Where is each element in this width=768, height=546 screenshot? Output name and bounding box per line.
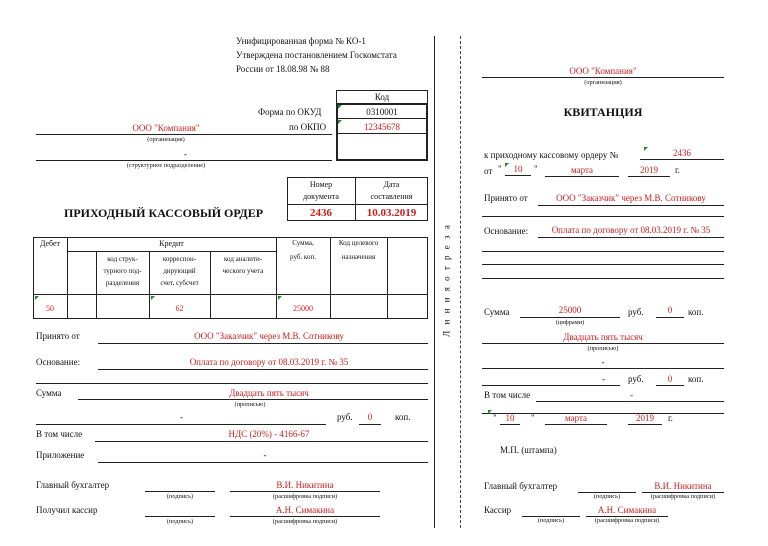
th-debet: Дебет (39, 239, 61, 248)
cut-border-left (434, 36, 435, 528)
th-code-2: назначения (341, 253, 376, 261)
attach-underline (98, 462, 428, 463)
table-vline (67, 237, 68, 319)
cashier-sign-line (145, 516, 215, 517)
date-label-1: Дата (383, 180, 400, 189)
receipt-words-dash: - (601, 357, 605, 367)
th-sub2-2: дирующий (163, 267, 196, 275)
th-sub3-2: ческого учета (222, 267, 264, 275)
receipt-month-2-line (545, 424, 607, 425)
form-title-line2: Утверждена постановлением Госкомстата (236, 50, 397, 60)
okpo-label: по ОКПО (289, 122, 327, 132)
th-sub1-1: код струк- (107, 255, 138, 263)
receipt-incl-label: В том числе (484, 390, 531, 400)
receipt-kop: коп. (688, 307, 704, 317)
receipt-year-2-line (628, 424, 662, 425)
receipt-kop-line (656, 317, 684, 318)
receipt-stamp: М.П. (штампа) (500, 445, 557, 455)
receipt-sum-label: Сумма (484, 307, 510, 317)
chief-label: Главный бухгалтер (36, 480, 110, 490)
kod-header-cell (336, 90, 428, 104)
cashier-sign-caption: (подпись) (166, 518, 194, 525)
division-caption: (структурное подразделение) (126, 162, 206, 169)
receipt-kop-2: коп. (688, 374, 704, 384)
sum-dash: - (180, 412, 183, 422)
doc-date[interactable]: 10.03.2019 (366, 207, 417, 219)
receipt-accepted-label: Принято от (484, 193, 528, 203)
receipt-cashier-label: Кассир (484, 505, 512, 515)
th-sub3-1: код аналити- (223, 255, 263, 263)
receipt-basis-value[interactable]: Оплата по договору от 08.03.2019 г. № 35 (551, 225, 711, 235)
table-vline (387, 237, 388, 319)
sum-label: Сумма (36, 388, 62, 398)
table-hline (33, 294, 428, 295)
receipt-chief-label: Главный бухгалтер (484, 481, 558, 491)
receipt-digits-caption: (цифрами) (555, 319, 585, 326)
receipt-sum-line (520, 317, 620, 318)
receipt-basis-line (538, 237, 724, 238)
receipt-chief-name[interactable]: В.И. Никитина (654, 481, 712, 491)
incl-underline (95, 441, 428, 442)
incl-value[interactable]: НДС (20%) - 4166-67 (228, 429, 310, 439)
incl-label: В том числе (36, 429, 83, 439)
attach-label: Приложение (36, 450, 85, 460)
doc-title: ПРИХОДНЫЙ КАССОВЫЙ ОРДЕР (64, 206, 264, 220)
receipt-quote: " (493, 413, 497, 423)
receipt-quote: " (531, 413, 535, 423)
kod-divider-1 (336, 118, 428, 119)
receipt-chief-sign-caption: (подпись) (593, 493, 621, 500)
receipt-accepted-line (538, 205, 724, 206)
receipt-day-line (505, 175, 531, 176)
receipt-cashier-sign-caption: (подпись) (537, 517, 565, 524)
receipt-incl-value[interactable]: - (630, 390, 633, 400)
receipt-number[interactable]: 2436 (673, 148, 691, 158)
receipt-blank-line (482, 264, 724, 265)
receipt-org-name[interactable]: ООО "Компания" (569, 66, 637, 76)
cell-corr-account[interactable]: 62 (175, 304, 184, 313)
cell-sum[interactable]: 25000 (293, 304, 313, 313)
number-label-1: Номер (309, 180, 333, 189)
chief-sign-line (145, 491, 215, 492)
receipt-quote: " (498, 164, 502, 174)
cut-line-label: Л и н и я о т р е з а (441, 223, 452, 337)
cashier-name[interactable]: А.Н. Симакина (275, 505, 335, 515)
kop-value[interactable]: 0 (367, 412, 373, 422)
corner-mark (488, 410, 492, 414)
th-sum-1: Сумма, (292, 239, 314, 247)
number-label-2: документа (303, 192, 339, 201)
basis-value[interactable]: Оплата по договору от 08.03.2019 г. № 35 (189, 357, 349, 367)
receipt-to-order: к приходному кассовому ордеру № (484, 150, 619, 160)
division-value[interactable]: - (184, 149, 187, 159)
receipt-cashier-name[interactable]: А.Н. Симакина (597, 505, 657, 515)
receipt-quote: " (534, 164, 538, 174)
receipt-basis-label: Основание: (484, 226, 529, 236)
basis-underline-2 (36, 383, 428, 384)
receipt-kop-value-2[interactable]: 0 (667, 374, 673, 384)
receipt-month[interactable]: марта (570, 165, 594, 175)
th-sum-2: руб. коп. (290, 253, 316, 261)
corner-mark (338, 105, 342, 109)
accepted-underline (98, 343, 428, 344)
sum-words[interactable]: Двадцать пять тысяч (229, 388, 309, 398)
receipt-day-2[interactable]: 10 (505, 413, 515, 423)
receipt-accepted-value[interactable]: ООО "Заказчик" через М.В. Сотникову (556, 193, 706, 203)
receipt-chief-decode-caption: (расшифровка подписи) (650, 493, 716, 500)
attach-value[interactable]: - (263, 450, 267, 460)
receipt-day[interactable]: 10 (513, 164, 523, 174)
receipt-org-caption: (организация) (584, 79, 622, 86)
chief-decode-caption: (расшифровка подписи) (272, 493, 338, 500)
org-caption: (организация) (147, 136, 185, 143)
receipt-rub-line (482, 385, 620, 386)
corner-mark (151, 296, 155, 300)
cell-debet[interactable]: 50 (46, 304, 54, 313)
receipt-year-2[interactable]: 2019 (636, 413, 654, 423)
accepted-value[interactable]: ООО "Заказчик" через М.В. Сотникову (194, 331, 344, 341)
date-label-2: составления (370, 192, 413, 201)
cashier-name-line (230, 516, 380, 517)
doc-number[interactable]: 2436 (310, 207, 332, 219)
receipt-sum-words[interactable]: Двадцать пять тысяч (563, 332, 643, 342)
org-name[interactable]: ООО "Компания" (132, 123, 200, 133)
receipt-month-2[interactable]: марта (564, 413, 588, 423)
receipt-year-line (628, 176, 670, 177)
okud-label: Форма по ОКУД (258, 107, 322, 117)
accepted-label: Принято от (36, 331, 80, 341)
receipt-from: от (484, 166, 493, 176)
receipt-org-line (482, 77, 724, 78)
sum-underline (78, 399, 428, 400)
corner-mark (644, 147, 648, 151)
form-title-line1: Унифицированная форма № КО-1 (236, 36, 366, 46)
basis-label: Основание: (36, 357, 81, 367)
receipt-sum-value[interactable]: 25000 (558, 305, 582, 315)
receipt-kop-line-2 (656, 385, 684, 386)
th-sub1-3: разделения (105, 279, 140, 287)
kod-label: Код (374, 92, 390, 102)
th-sub2-3: счет, субсчет (160, 279, 199, 287)
receipt-dash-2: - (602, 374, 605, 384)
okud-value: 0310001 (366, 107, 398, 117)
sum-line-2 (36, 424, 326, 425)
kop-underline (359, 424, 381, 425)
cashier-label: Получил кассир (36, 505, 98, 515)
receipt-year[interactable]: 2019 (640, 165, 658, 175)
receipt-cashier-decode-caption: (расшифровка подписи) (594, 517, 660, 524)
receipt-month-line (545, 176, 619, 177)
receipt-g-2: г. (668, 413, 673, 423)
receipt-words-line (482, 343, 724, 344)
rub-label: руб. (337, 412, 353, 422)
entries-table (33, 237, 428, 319)
doc-box-hdivider (287, 204, 428, 205)
receipt-number-line (640, 159, 724, 160)
table-vline (330, 237, 331, 319)
receipt-accepted-line-2 (482, 216, 724, 217)
cashier-decode-caption: (расшифровка подписи) (272, 518, 338, 525)
th-sub1-2: турного под- (103, 267, 142, 275)
basis-underline (98, 369, 428, 370)
receipt-g: г. (675, 165, 680, 175)
receipt-blank-line (482, 278, 724, 279)
receipt-day-2-line (500, 424, 520, 425)
division-underline (36, 160, 332, 161)
kop-label: коп. (395, 412, 411, 422)
chief-sign-caption: (подпись) (166, 493, 194, 500)
receipt-words-caption: (прописью) (587, 345, 619, 352)
receipt-incl-line (536, 401, 724, 402)
th-sub2-1: корреспон- (162, 255, 197, 263)
corner-mark (338, 120, 342, 124)
receipt-kop-value[interactable]: 0 (667, 305, 673, 315)
corner-mark (505, 163, 509, 167)
chief-name-line (230, 491, 380, 492)
th-code-1: Код целевого (338, 239, 379, 247)
receipt-title: КВИТАНЦИЯ (563, 105, 643, 119)
org-underline (36, 134, 332, 135)
receipt-rub: руб. (628, 307, 644, 317)
kod-divider-2 (336, 133, 428, 134)
corner-mark (278, 296, 282, 300)
receipt-blank-line (482, 251, 724, 252)
th-kredit: Кредит (159, 239, 184, 248)
corner-mark (35, 296, 39, 300)
chief-name[interactable]: В.И. Никитина (276, 480, 334, 490)
receipt-words-line-2 (482, 368, 724, 369)
table-hline (67, 251, 276, 252)
receipt-rub-2: руб. (628, 374, 644, 384)
sum-caption: (прописью) (234, 401, 266, 408)
okpo-value: 12345678 (364, 122, 400, 132)
form-title-line3: России от 18.08.98 № 88 (236, 64, 330, 74)
cut-dashed-line (460, 36, 461, 528)
